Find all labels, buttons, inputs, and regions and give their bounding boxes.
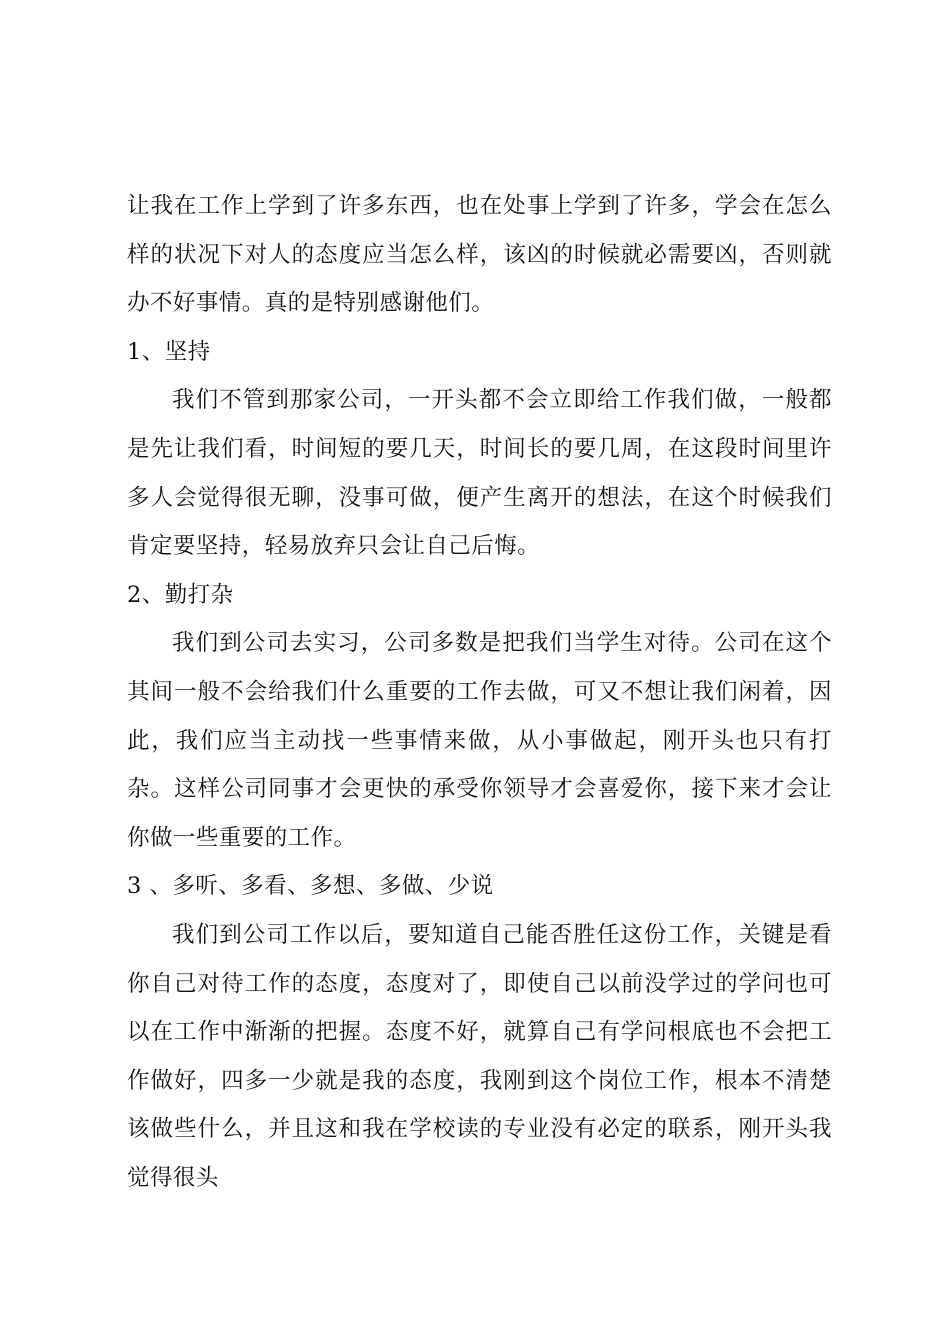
paragraph-chores: 我们到公司去实习，公司多数是把我们当学生对待。公司在这个其间一般不会给我们什么重要的工作去做，可又不想让我们闲着，因此，我们应当主动找一些事情来做，从小事做起，刚开头也只有打杂。这样公司同事才会更快的承受你领导才会喜爱你，接下来才会让你做一些重要的工作。 bbox=[127, 630, 832, 851]
document-body bbox=[127, 182, 832, 1202]
paragraph-persist: 我们不管到那家公司，一开头都不会立即给工作我们做，一般都是先让我们看，时间短的要几天，时间长的要几周，在这段时间里许多人会觉得很无聊，没事可做，便产生离开的想法，在这个时候我们肯定要坚持，轻易放弃只会让自己后悔。 bbox=[127, 387, 832, 560]
section-heading-persist: 1、坚持 bbox=[127, 338, 211, 365]
section-heading-chores: 2、勤打杂 bbox=[127, 581, 234, 608]
section-heading-listen-more: 3 、多听、多看、多想、多做、少说 bbox=[127, 873, 494, 900]
paragraph-continued: 让我在工作上学到了许多东西，也在处事上学到了许多，学会在怎么样的状况下对人的态度应当怎么样，该凶的时候就必需要凶，否则就办不好事情。真的是特别感谢他们。 bbox=[127, 193, 832, 317]
paragraph-listen-more: 我们到公司工作以后，要知道自己能否胜任这份工作，关键是看你自己对待工作的态度，态度对了，即使自己以前没学过的学问也可以在工作中渐渐的把握。态度不好，就算自己有学问根底也不会把工作做好，四多一少就是我的态度，我刚到这个岗位工作，根本不清楚该做些什么，并且这和我在学校读的专业没有必定的联系，刚开头我觉得很头 bbox=[127, 921, 832, 1191]
